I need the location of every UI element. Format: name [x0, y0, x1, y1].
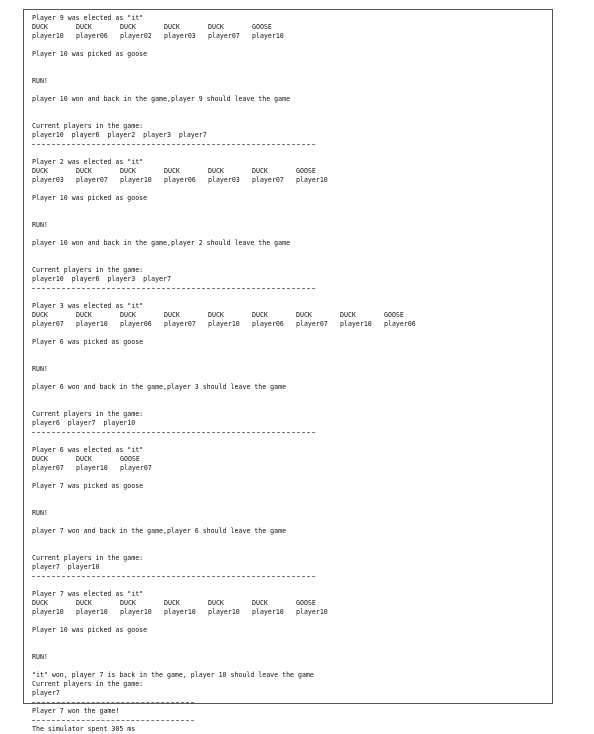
console-line: player7	[32, 689, 60, 697]
blank-line	[32, 662, 552, 671]
separator-line	[32, 140, 552, 149]
circle-cell: DUCK	[32, 311, 48, 319]
console-line: Player 6 was picked as goose	[32, 338, 144, 346]
circle-row	[32, 320, 552, 329]
circle-row	[32, 167, 552, 176]
circle-cell: GOOSE	[296, 599, 316, 607]
console-line: player10 player6 player3 player7	[32, 275, 171, 283]
console-line: RUN!	[32, 509, 48, 517]
circle-cell: DUCK	[76, 455, 92, 463]
circle-cell: DUCK	[296, 311, 312, 319]
console-line: Player 10 was picked as goose	[32, 626, 148, 634]
blank-line	[32, 617, 552, 626]
circle-row	[32, 608, 552, 617]
circle-cell: GOOSE	[296, 167, 316, 175]
blank-line	[32, 257, 552, 266]
separator-line	[32, 572, 552, 581]
console-line: player10 player6 player2 player3 player7	[32, 131, 207, 139]
blank-line	[32, 545, 552, 554]
blank-line	[32, 491, 552, 500]
blank-line	[32, 635, 552, 644]
console-line: player 6 won and back in the game,player 3 should leave the game	[32, 383, 287, 391]
blank-line	[32, 104, 552, 113]
console-line: Player 2 was elected as "it"	[32, 158, 144, 166]
circle-cell: DUCK	[32, 167, 48, 175]
console-line: Player 10 was picked as goose	[32, 50, 148, 58]
blank-line	[32, 644, 552, 653]
circle-cell: DUCK	[208, 23, 224, 31]
circle-cell: player10	[208, 608, 240, 616]
circle-cell: player07	[252, 176, 284, 184]
circle-cell: player07	[164, 320, 196, 328]
blank-line	[32, 185, 552, 194]
circle-cell: player10	[120, 608, 152, 616]
circle-cell: player07	[32, 320, 64, 328]
circle-cell: DUCK	[208, 311, 224, 319]
circle-cell: DUCK	[208, 599, 224, 607]
circle-cell: DUCK	[340, 311, 356, 319]
circle-cell: GOOSE	[120, 455, 140, 463]
circle-cell: player10	[252, 32, 284, 40]
blank-line	[32, 437, 552, 446]
circle-cell: player03	[32, 176, 64, 184]
console-line: player 7 won and back in the game,player 6 should leave the game	[32, 527, 287, 535]
circle-cell: DUCK	[32, 23, 48, 31]
console-line: Current players in the game:	[32, 266, 144, 274]
circle-cell: DUCK	[120, 311, 136, 319]
blank-line	[32, 230, 552, 239]
blank-line	[32, 581, 552, 590]
circle-cell: player07	[208, 32, 240, 40]
console-line: Current players in the game:	[32, 410, 144, 418]
circle-cell: DUCK	[252, 599, 268, 607]
circle-row	[32, 23, 552, 32]
blank-line	[32, 68, 552, 77]
separator-line	[32, 716, 552, 725]
circle-row	[32, 455, 552, 464]
console-line: RUN!	[32, 365, 48, 373]
blank-line	[32, 374, 552, 383]
circle-cell: DUCK	[164, 167, 180, 175]
blank-line	[32, 248, 552, 257]
circle-cell: player07	[296, 320, 328, 328]
blank-line	[32, 500, 552, 509]
circle-cell: DUCK	[32, 455, 48, 463]
circle-cell: player10	[76, 464, 108, 472]
console-line: "it" won, player 7 is back in the game, player 10 should leave the game	[32, 671, 314, 679]
circle-row	[32, 32, 552, 41]
console-line: The simulator spent 305 ms	[32, 725, 136, 733]
circle-cell: DUCK	[76, 311, 92, 319]
circle-cell: player03	[208, 176, 240, 184]
circle-row	[32, 599, 552, 608]
circle-cell: player10	[76, 608, 108, 616]
circle-cell: player03	[164, 32, 196, 40]
circle-cell: player06	[120, 320, 152, 328]
console-line: player 10 won and back in the game,player 9 should leave the game	[32, 95, 291, 103]
circle-cell: player07	[76, 176, 108, 184]
blank-line	[32, 329, 552, 338]
separator-line	[32, 284, 552, 293]
blank-line	[32, 392, 552, 401]
blank-line	[32, 356, 552, 365]
circle-cell: DUCK	[252, 167, 268, 175]
console-line: Player 9 was elected as "it"	[32, 14, 144, 22]
blank-line	[32, 203, 552, 212]
circle-cell: GOOSE	[252, 23, 272, 31]
circle-cell: DUCK	[76, 599, 92, 607]
circle-cell: DUCK	[120, 167, 136, 175]
circle-cell: player10	[208, 320, 240, 328]
circle-cell: player10	[296, 176, 328, 184]
separator-line	[32, 428, 552, 437]
circle-row	[32, 176, 552, 185]
blank-line	[32, 518, 552, 527]
console-line: RUN!	[32, 221, 48, 229]
blank-line	[32, 536, 552, 545]
blank-line	[32, 347, 552, 356]
console-line: Player 7 was elected as "it"	[32, 590, 144, 598]
circle-cell: DUCK	[32, 599, 48, 607]
circle-cell: DUCK	[120, 23, 136, 31]
blank-line	[32, 149, 552, 158]
console-line: RUN!	[32, 77, 48, 85]
console-line: RUN!	[32, 653, 48, 661]
circle-cell: player10	[32, 608, 64, 616]
circle-cell: player06	[76, 32, 108, 40]
console-line: player 10 won and back in the game,player 2 should leave the game	[32, 239, 291, 247]
circle-cell: player10	[340, 320, 372, 328]
circle-row	[32, 464, 552, 473]
circle-cell: DUCK	[76, 23, 92, 31]
circle-cell: player07	[120, 464, 152, 472]
console-line: Player 3 was elected as "it"	[32, 302, 144, 310]
blank-line	[32, 293, 552, 302]
blank-line	[32, 113, 552, 122]
blank-line	[32, 212, 552, 221]
blank-line	[32, 86, 552, 95]
circle-cell: DUCK	[164, 599, 180, 607]
circle-cell: player10	[296, 608, 328, 616]
blank-line	[32, 41, 552, 50]
console-line: Current players in the game:	[32, 680, 144, 688]
console-output-panel	[23, 9, 553, 733]
circle-cell: player10	[252, 608, 284, 616]
blank-line	[32, 59, 552, 68]
circle-cell: player07	[32, 464, 64, 472]
circle-cell: player10	[76, 320, 108, 328]
circle-cell: player10	[120, 176, 152, 184]
circle-cell: DUCK	[252, 311, 268, 319]
circle-cell: player10	[32, 32, 64, 40]
console-line: Current players in the game:	[32, 554, 144, 562]
console-line: Player 10 was picked as goose	[32, 194, 148, 202]
separator-line	[32, 698, 552, 707]
circle-cell: player06	[252, 320, 284, 328]
circle-cell: DUCK	[164, 311, 180, 319]
circle-cell: GOOSE	[384, 311, 404, 319]
console-line: player6 player7 player10	[32, 419, 136, 427]
console-line: Player 6 was elected as "it"	[32, 446, 144, 454]
console-line: Player 7 was picked as goose	[32, 482, 144, 490]
circle-cell: player10	[164, 608, 196, 616]
circle-cell: player06	[164, 176, 196, 184]
console-line: Player 7 won the game!	[32, 707, 120, 715]
circle-cell: player02	[120, 32, 152, 40]
circle-cell: DUCK	[208, 167, 224, 175]
circle-cell: DUCK	[120, 599, 136, 607]
circle-row	[32, 311, 552, 320]
blank-line	[32, 473, 552, 482]
circle-cell: DUCK	[164, 23, 180, 31]
circle-cell: player06	[384, 320, 416, 328]
console-line: Current players in the game:	[32, 122, 144, 130]
circle-cell: DUCK	[76, 167, 92, 175]
blank-line	[32, 401, 552, 410]
console-line: player7 player10	[32, 563, 100, 571]
